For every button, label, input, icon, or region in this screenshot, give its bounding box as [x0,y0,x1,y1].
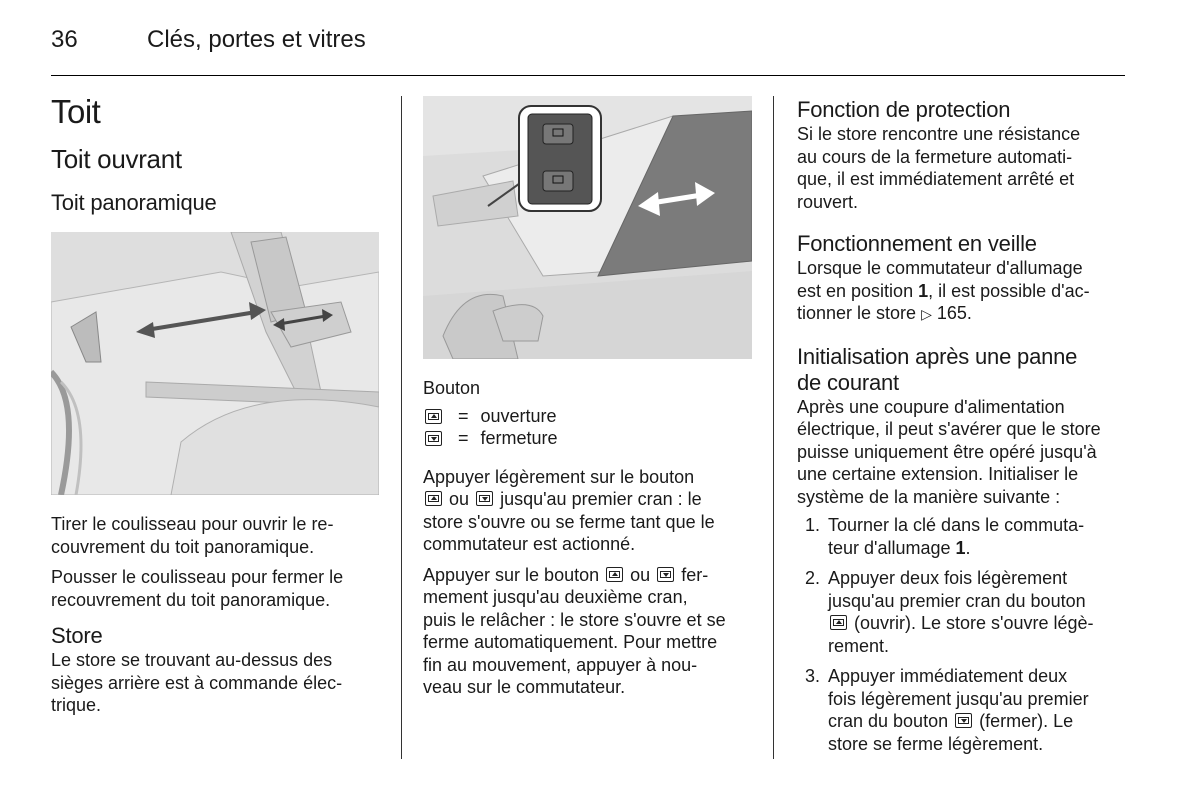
store-line-2: sièges arrière est à commande élec- [51,672,343,693]
pull-line-2: couvrement du toit panoramique. [51,536,315,557]
sunshade-open-button-icon [425,491,442,506]
legend-equals: = [458,406,469,427]
ignition-position: 1 [918,280,929,301]
init-heading [797,344,1137,396]
legend-open-label: ouverture [480,406,557,427]
step-number: 3. [805,666,821,686]
standby-paragraph [797,257,1137,326]
sunshade-button-illustration [423,96,752,359]
text-line: que, il est immédiatement arrêté et [797,169,1075,189]
sunshade-button-drawing [423,96,752,359]
store-line-3: trique. [51,695,102,715]
text-line: fin au mouvement, appuyer à nou- [423,654,698,675]
protection-paragraph [797,123,1137,213]
pull-instruction [51,513,386,558]
text-line: . [965,537,971,558]
standby-heading: Fonctionnement en veille [797,231,1037,256]
list-item [797,665,1137,755]
text-line: store se ferme légèrement. [828,733,1044,754]
legend-close-label: fermeture [480,428,558,449]
chapter-title: Clés, portes et vitres [147,26,366,53]
protection-heading: Fonction de protection [797,97,1011,122]
text-line: fois légèrement jusqu'au premier [828,688,1089,709]
text-line: cran du bouton [828,711,949,731]
sunshade-open-button-icon [606,567,623,582]
text-line: électrique, il peut s'avérer que le store [797,419,1101,439]
text-line: fer- [681,564,709,585]
text-line: Appuyer immédiatement deux [828,666,1068,686]
push-line-1: Pousser le coulisseau pour fermer le [51,567,344,587]
header-rule [51,75,1125,76]
store-paragraph [51,649,386,717]
ignition-position: 1 [955,537,966,558]
store-heading: Store [51,623,103,648]
text-line: tionner le store [797,303,917,323]
text-line: Appuyer sur le bouton [423,564,600,585]
text-line: rement. [828,635,890,656]
text-line: , il est possible d'ac- [928,280,1090,301]
store-line-1: Le store se trouvant au-dessus des [51,650,333,670]
subsection-title: Toit ouvrant [51,144,182,174]
init-steps-list [797,514,1137,755]
sunshade-close-button-icon [425,431,442,446]
list-item [797,514,1137,559]
text-line: ou [449,489,470,509]
pull-line-1: Tirer le coulisseau pour ouvrir le re- [51,514,334,534]
init-paragraph [797,396,1137,509]
left-text [51,513,386,725]
sunshade-close-button-icon [476,491,493,506]
right-column [797,97,1137,763]
page-reference-link[interactable]: 165. [936,303,972,323]
legend-equals: = [458,428,469,449]
sunshade-close-button-icon [657,567,674,582]
text-line: teur d'allumage [828,537,951,558]
text-line: jusqu'au premier cran du bouton [828,590,1086,611]
panoramic-roof-drawing [51,232,379,495]
text-line: puisse uniquement être opéré jusqu'à [797,441,1097,462]
text-line: mement jusqu'au deuxième cran, [423,587,688,607]
text-line: veau sur le commutateur. [423,677,626,697]
text-line: au cours de la fermeture automati- [797,146,1073,167]
sunshade-open-button-icon [425,409,442,424]
figure-caption: Bouton [423,378,481,398]
text-line: Appuyer deux fois légèrement [828,568,1068,588]
text-line: store s'ouvre ou se ferme tant que le [423,511,715,532]
step-number: 1. [805,515,821,535]
text-line: puis le relâcher : le store s'ouvre et se [423,609,726,630]
text-line: Après une coupure d'alimentation [797,396,1065,417]
text-line: une certaine extension. Initialiser le [797,464,1079,484]
text-line: (fermer). Le [979,711,1074,731]
push-instruction [51,566,386,611]
legend-open [423,406,763,428]
text-line: rouvert. [797,191,859,212]
topic-title: Toit panoramique [51,190,217,215]
text-line: système de la manière suivante : [797,486,1061,507]
text-line: Si le store rencontre une résistance [797,124,1081,144]
long-press-paragraph [423,564,763,699]
text-line: Lorsque le commutateur d'allumage [797,258,1083,278]
legend-close [423,428,763,450]
text-line: commutateur est actionné. [423,534,636,554]
left-column [51,94,386,216]
text-line: est en position [797,280,914,301]
sunshade-open-button-icon [830,615,847,630]
text-line: (ouvrir). Le store s'ouvre légè- [854,613,1094,633]
text-line: ou [630,564,651,585]
panoramic-roof-illustration [51,232,379,495]
list-item [797,567,1137,657]
middle-column [423,377,763,707]
text-line: jusqu'au premier cran : le [500,489,702,509]
push-line-2: recouvrement du toit panoramique. [51,589,331,610]
page-number: 36 [51,26,78,53]
column-divider-right [773,96,774,759]
text-line: Tourner la clé dans le commuta- [828,515,1085,535]
step-number: 2. [805,568,821,588]
text-line: Appuyer légèrement sur le bouton [423,466,695,487]
sunshade-close-button-icon [955,713,972,728]
short-press-paragraph [423,466,763,556]
column-divider-left [401,96,402,759]
text-line: ferme automatiquement. Pour mettre [423,632,718,652]
section-title: Toit [51,93,101,130]
init-heading-line-1: Initialisation après une panne [797,343,1078,369]
page-reference-arrow-icon: ▷ [921,306,932,322]
init-heading-line-2: de courant [797,369,899,395]
